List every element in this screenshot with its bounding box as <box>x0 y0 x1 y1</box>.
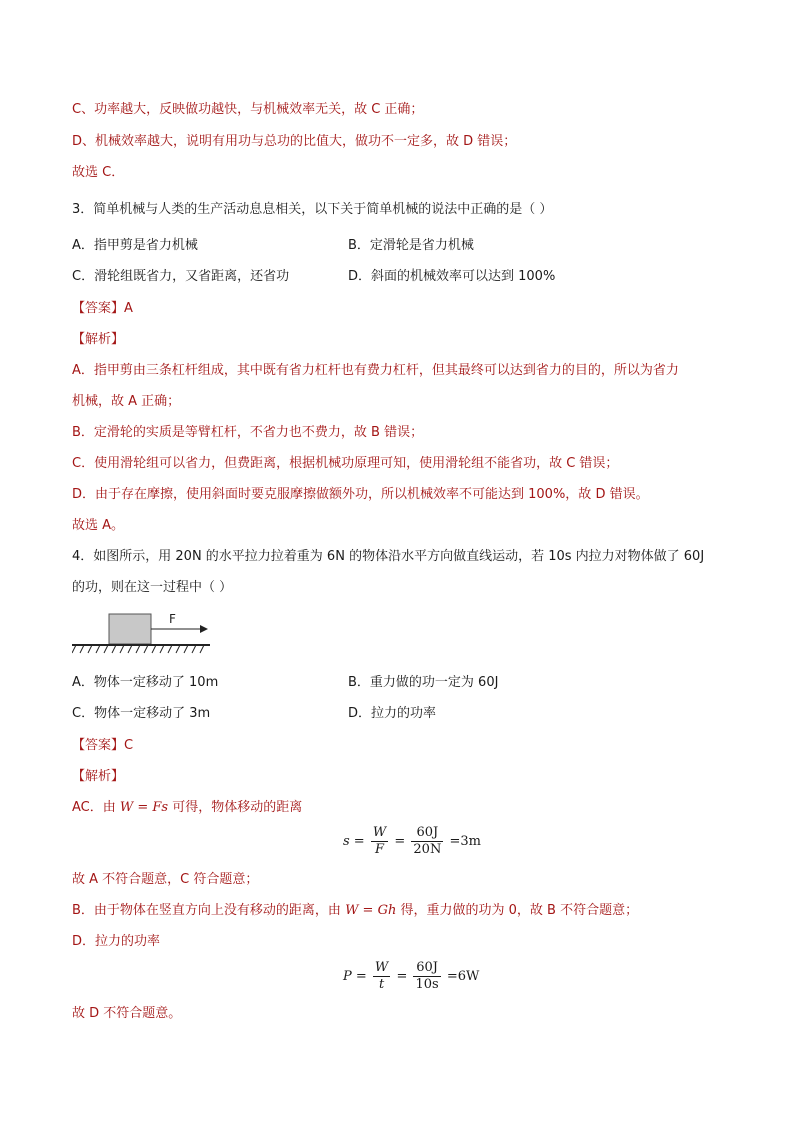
q4-ac-formula: W = Fs <box>119 800 169 815</box>
q4-explain-b <box>72 902 638 920</box>
formula-power <box>343 960 479 993</box>
q3-explain-a-1: A．指甲剪由三条杠杆组成，其中既有省力杠杆也有费力杠杆，但其最终可以达到省力的目的，所以为省力 <box>72 363 679 378</box>
prev-select: 故选 C． <box>72 165 125 180</box>
q4-option-b: B．重力做的功一定为 60J <box>348 675 499 690</box>
q4-ac-prefix: AC．由 <box>72 800 116 815</box>
q4-analysis-label: 【解析】 <box>72 769 125 784</box>
q4-ac-conclusion: 故 A 不符合题意，C 符合题意； <box>72 872 259 887</box>
f2-den2: 10s <box>415 977 439 992</box>
f2-result: =6W <box>446 969 480 984</box>
q4-stem-2: 的功，则在这一过程中（ ） <box>72 580 233 595</box>
f2-fraction-2 <box>413 960 440 993</box>
q3-option-d: D．斜面的机械效率可以达到 100% <box>348 269 556 284</box>
q4-answer: 【答案】C <box>72 738 134 753</box>
block-force-diagram <box>72 608 212 658</box>
f2-fraction-1 <box>373 960 390 993</box>
force-label: F <box>169 612 176 626</box>
f1-fraction-2 <box>411 825 443 858</box>
q4-explain-d: D．拉力的功率 <box>72 934 161 949</box>
q4-b-suffix: 得，重力做的功为 0，故 B 不符合题意； <box>400 903 639 918</box>
q4-option-d: D．拉力的功率 <box>348 706 437 721</box>
q3-explain-a-2: 机械，故 A 正确； <box>72 394 181 409</box>
q4-ac-suffix: 可得，物体移动的距离 <box>172 800 303 815</box>
f1-num1: W <box>372 825 387 840</box>
force-arrow-head <box>200 625 208 633</box>
q3-select: 故选 A。 <box>72 518 125 533</box>
f2-eq: = <box>396 969 408 984</box>
f1-den2: 20N <box>413 842 442 857</box>
q3-analysis-label: 【解析】 <box>72 332 125 347</box>
q3-option-a: A．指甲剪是省力机械 <box>72 238 198 253</box>
q3-explain-c: C．使用滑轮组可以省力，但费距离，根据机械功原理可知，使用滑轮组不能省功，故 C 错误； <box>72 456 619 471</box>
q4-stem-1: 4．如图所示，用 20N 的水平拉力拉着重为 6N 的物体沿水平方向做直线运动，若 10s 内拉力对物体做了 60J <box>72 549 705 564</box>
block <box>109 614 151 644</box>
q3-option-c: C．滑轮组既省力，又省距离，还省功 <box>72 269 290 284</box>
f1-eq: = <box>394 834 406 849</box>
q3-explain-d: D．由于存在摩擦，使用斜面时要克服摩擦做额外功，所以机械效率不可能达到 100%，故 D 错误。 <box>72 487 649 502</box>
q4-b-formula: W = Gh <box>345 903 397 918</box>
q4-d-conclusion: 故 D 不符合题意。 <box>72 1006 182 1021</box>
prev-explanation-d: D、机械效率越大，说明有用功与总功的比值大，做功不一定多，故 D 错误； <box>72 134 517 149</box>
q4-explain-ac <box>72 799 302 817</box>
q3-answer: 【答案】A <box>72 301 133 316</box>
formula-distance <box>343 825 481 858</box>
ground-hatching <box>72 645 204 653</box>
q4-option-a: A．物体一定移动了 10m <box>72 675 219 690</box>
f1-den1: F <box>375 842 385 857</box>
q3-option-b: B．定滑轮是省力机械 <box>348 238 474 253</box>
f1-fraction-1 <box>371 825 388 858</box>
q3-explain-b: B．定滑轮的实质是等臂杠杆，不省力也不费力，故 B 错误； <box>72 425 424 440</box>
f2-den1: t <box>378 977 385 992</box>
q4-option-c: C．物体一定移动了 3m <box>72 706 211 721</box>
f2-lhs: P = <box>343 969 367 984</box>
q4-b-prefix: B．由于物体在竖直方向上没有移动的距离，由 <box>72 903 341 918</box>
f1-result: =3m <box>449 834 481 849</box>
q3-stem: 3．简单机械与人类的生产活动息息相关，以下关于简单机械的说法中正确的是（ ） <box>72 202 553 217</box>
f2-num2: 60J <box>413 960 440 977</box>
prev-explanation-c: C、功率越大，反映做功越快，与机械效率无关，故 C 正确； <box>72 102 424 117</box>
f1-num2: 60J <box>411 825 443 842</box>
f1-lhs: s = <box>343 834 365 849</box>
f2-num1: W <box>374 960 389 975</box>
